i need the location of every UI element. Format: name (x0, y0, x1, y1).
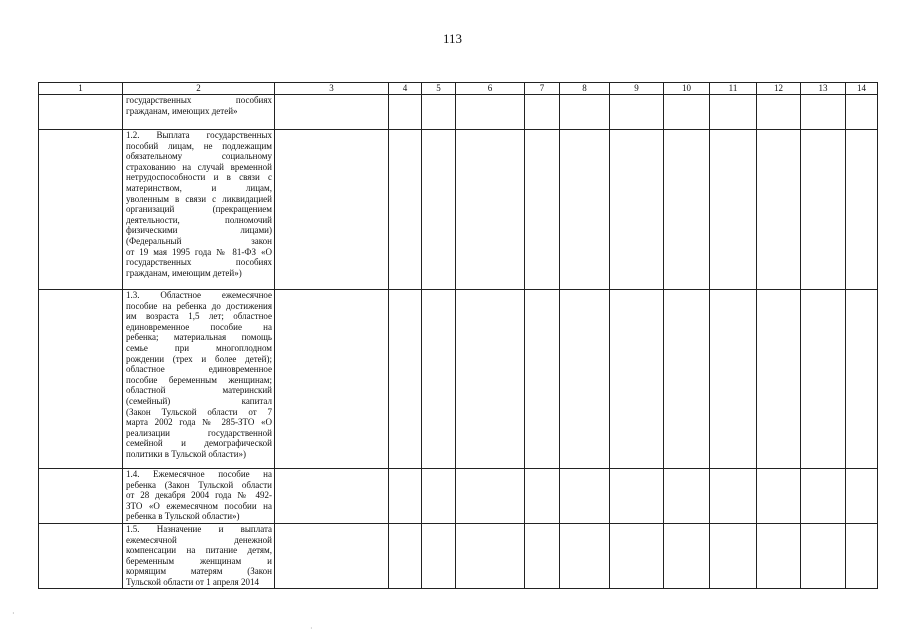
table-row (39, 130, 878, 290)
empty-cell (422, 95, 456, 130)
empty-cell (710, 290, 757, 469)
empty-cell (389, 95, 422, 130)
description-line: семейной и демографической (126, 438, 272, 449)
empty-cell (664, 469, 710, 524)
empty-cell (846, 524, 878, 589)
column-header-13: 13 (801, 83, 846, 95)
empty-cell (275, 290, 389, 469)
column-header-6: 6 (456, 83, 525, 95)
empty-cell (275, 524, 389, 589)
description-line: пособий лицам, не подлежащим (126, 140, 272, 151)
empty-cell (39, 290, 123, 469)
table-row (39, 524, 878, 589)
empty-cell (422, 524, 456, 589)
description-line: гражданам, имеющим детей») (126, 267, 242, 278)
empty-cell (846, 290, 878, 469)
description-line: обязательному социальному (126, 151, 272, 162)
description-line: им возраста 1,5 лет; областное (126, 311, 272, 322)
empty-cell (710, 95, 757, 130)
description-line: пособие беременным женщинам; (126, 374, 272, 385)
description-line: Тульской области от 1 апреля 2014 (126, 576, 259, 587)
description-line: 1.2. Выплата государственных (126, 130, 272, 140)
description-line: 1.4. Ежемесячное пособие на (126, 469, 272, 479)
empty-cell (610, 524, 664, 589)
description-line: 1.3. Областное ежемесячное (126, 290, 272, 300)
description-line: единовременное пособие на (126, 321, 272, 332)
scan-speck: · (310, 624, 313, 633)
description-line: от 28 декабря 2004 года № 492- (126, 490, 272, 501)
column-header-9: 9 (610, 83, 664, 95)
empty-cell (525, 290, 560, 469)
empty-cell (664, 95, 710, 130)
empty-cell (560, 524, 610, 589)
empty-cell (710, 130, 757, 290)
empty-cell (610, 469, 664, 524)
empty-cell (456, 469, 525, 524)
empty-cell (710, 469, 757, 524)
empty-cell (710, 524, 757, 589)
row-description (123, 469, 275, 524)
description-line: страхованию на случай временной (126, 161, 272, 172)
description-line: от 19 мая 1995 года № 81-ФЗ «О (126, 246, 272, 257)
column-header-10: 10 (664, 83, 710, 95)
description-line: (Федеральный закон (126, 235, 272, 246)
empty-cell (560, 95, 610, 130)
description-line: пособие на ребенка до достижения (126, 300, 272, 311)
description-line: ребенка в Тульской области») (126, 511, 240, 522)
description-line: физическими лицами) (126, 225, 272, 236)
table-body (39, 95, 878, 589)
description-line: семье при многоплодном (126, 342, 272, 353)
empty-cell (757, 290, 801, 469)
empty-cell (389, 290, 422, 469)
empty-cell (801, 290, 846, 469)
description-line: 1.5. Назначение и выплата (126, 524, 272, 534)
empty-cell (389, 524, 422, 589)
empty-cell (39, 95, 123, 130)
scan-speck: · (12, 609, 15, 618)
empty-cell (389, 130, 422, 290)
page-number: 113 (442, 31, 463, 46)
empty-cell (560, 469, 610, 524)
description-line: областной материнский (126, 385, 272, 396)
empty-cell (456, 290, 525, 469)
empty-cell (757, 130, 801, 290)
description-line: политики в Тульской области») (126, 448, 247, 459)
column-header-7: 7 (525, 83, 560, 95)
empty-cell (801, 130, 846, 290)
empty-cell (846, 95, 878, 130)
empty-cell (39, 469, 123, 524)
column-header-3: 3 (275, 83, 389, 95)
description-line: марта 2002 года № 285-ЗТО «О (126, 417, 272, 428)
empty-cell (39, 130, 123, 290)
description-line: (семейный) капитал (126, 395, 272, 406)
description-line: (Закон Тульской области от 7 (126, 406, 272, 417)
description-line: ежемесячной денежной (126, 534, 272, 545)
empty-cell (39, 524, 123, 589)
empty-cell (610, 130, 664, 290)
column-header-11: 11 (710, 83, 757, 95)
header-row (39, 83, 878, 95)
column-header-14: 14 (846, 83, 878, 95)
row-description (123, 290, 275, 469)
table-row (39, 95, 878, 130)
empty-cell (275, 469, 389, 524)
empty-cell (846, 130, 878, 290)
empty-cell (801, 95, 846, 130)
empty-cell (846, 469, 878, 524)
column-header-2: 2 (123, 83, 275, 95)
column-header-4: 4 (389, 83, 422, 95)
description-line: кормящим матерям (Закон (126, 566, 272, 577)
empty-cell (757, 95, 801, 130)
description-line: гражданам, имеющих детей» (126, 105, 238, 116)
empty-cell (560, 130, 610, 290)
description-line: ребенка (Закон Тульской области (126, 479, 272, 490)
empty-cell (664, 290, 710, 469)
empty-cell (275, 130, 389, 290)
empty-cell (610, 95, 664, 130)
column-header-12: 12 (757, 83, 801, 95)
empty-cell (610, 290, 664, 469)
empty-cell (664, 524, 710, 589)
table-row (39, 469, 878, 524)
description-line: организаций (прекращением (126, 204, 272, 215)
column-header-8: 8 (560, 83, 610, 95)
empty-cell (389, 469, 422, 524)
empty-cell (525, 469, 560, 524)
empty-cell (525, 524, 560, 589)
row-description (123, 130, 275, 290)
description-line: рождении (трех и более детей); (126, 353, 272, 364)
description-line: деятельности, полномочий (126, 214, 272, 225)
column-header-5: 5 (422, 83, 456, 95)
description-line: нетрудоспособности и в связи с (126, 172, 272, 183)
description-line: государственных пособиях (126, 95, 272, 105)
empty-cell (456, 95, 525, 130)
description-line: уволенным в связи с ликвидацией (126, 193, 272, 204)
empty-cell (560, 290, 610, 469)
table-row (39, 290, 878, 469)
empty-cell (456, 130, 525, 290)
empty-cell (456, 524, 525, 589)
empty-cell (801, 524, 846, 589)
description-line: материнством, и лицам, (126, 182, 272, 193)
description-line: беременным женщинам и (126, 555, 272, 566)
data-table (38, 82, 878, 589)
empty-cell (422, 469, 456, 524)
empty-cell (422, 290, 456, 469)
row-description (123, 95, 275, 130)
empty-cell (275, 95, 389, 130)
column-header-1: 1 (39, 83, 123, 95)
row-description (123, 524, 275, 589)
empty-cell (757, 469, 801, 524)
empty-cell (525, 95, 560, 130)
empty-cell (757, 524, 801, 589)
empty-cell (801, 469, 846, 524)
empty-cell (525, 130, 560, 290)
description-line: компенсации на питание детям, (126, 545, 272, 556)
description-line: ЗТО «О ежемесячном пособии на (126, 500, 272, 511)
description-line: реализации государственной (126, 427, 272, 438)
empty-cell (422, 130, 456, 290)
empty-cell (664, 130, 710, 290)
description-line: ребенка; материальная помощь (126, 332, 272, 343)
description-line: областное единовременное (126, 364, 272, 375)
description-line: государственных пособиях (126, 257, 272, 268)
